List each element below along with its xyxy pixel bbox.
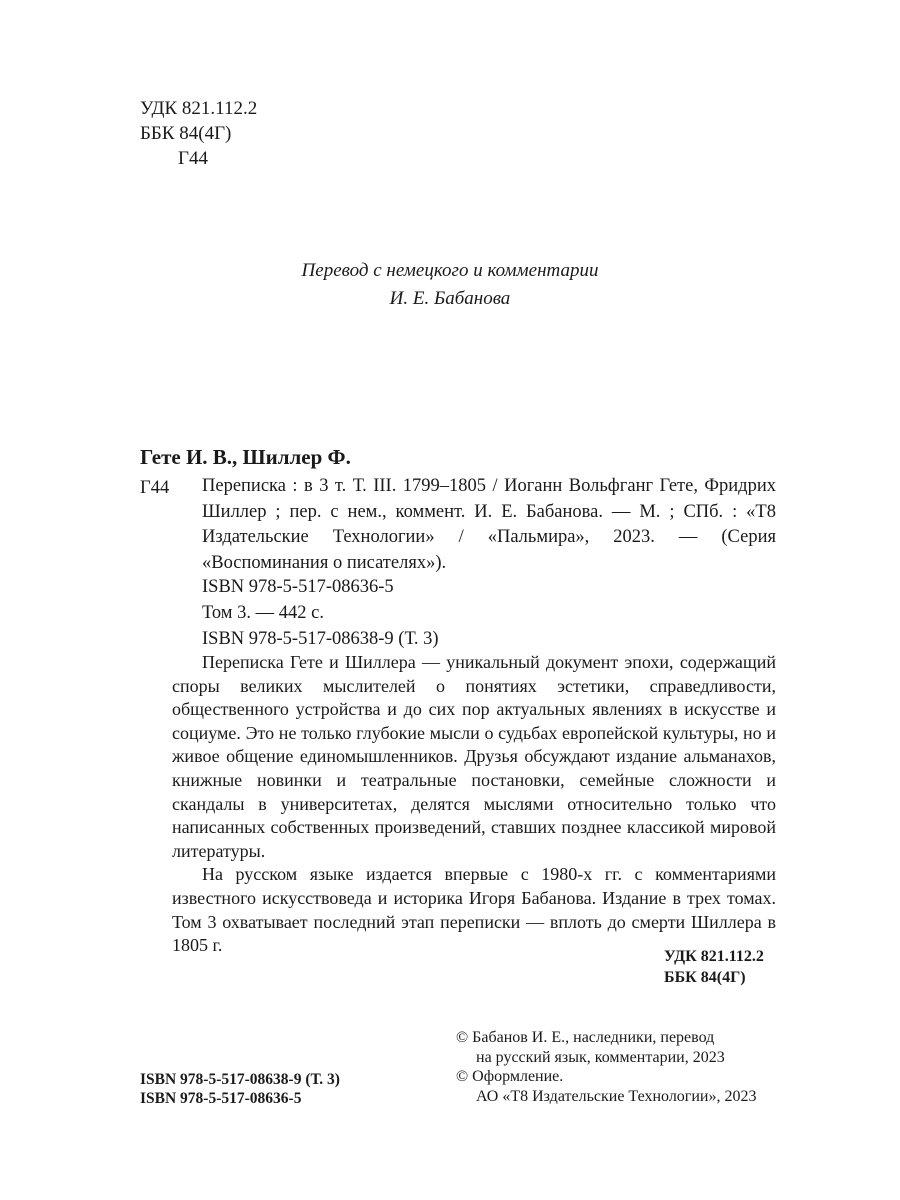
isbn-block: [202, 574, 439, 652]
copyright-line-2: на русский язык, комментарии, 2023: [476, 1048, 725, 1066]
isbn-series: ISBN 978-5-517-08636-5: [202, 577, 394, 597]
bottom-bbk-code: ББК 84(4Г): [664, 969, 746, 986]
abstract: [172, 651, 776, 958]
udk-code: УДК 821.112.2: [140, 98, 258, 119]
abstract-paragraph-2: На русском языке издается впервые с 1980-х гг. с комментариями известного искусствоведа и историка Игоря Бабанова. Издание в трех томах. Том 3 охватывает последний этап переписки — вплоть до смерти Шиллера в 1805 г.: [172, 864, 776, 956]
isbn-volume: ISBN 978-5-517-08638-9 (Т. 3): [202, 629, 439, 649]
copyright-line-4: АО «Т8 Издательские Технологии», 2023: [476, 1087, 757, 1105]
author-mark: Г44: [178, 148, 208, 169]
author-heading: Гете И. В., Шиллер Ф.: [140, 445, 351, 469]
translator-line-1: Перевод с немецкого и комментарии: [301, 260, 599, 281]
bottom-classification-codes: [664, 946, 764, 988]
entry-author-mark: Г44: [140, 478, 170, 498]
copyright-line-1: © Бабанов И. Е., наследники, перевод: [456, 1029, 715, 1046]
bottom-udk-code: УДК 821.112.2: [664, 948, 764, 965]
copyright-line-3: © Оформление.: [456, 1068, 564, 1085]
bottom-isbn-block: [140, 1070, 340, 1108]
bottom-isbn-volume: ISBN 978-5-517-08638-9 (Т. 3): [140, 1071, 340, 1088]
copyright-notice: [456, 1028, 757, 1106]
abstract-paragraph-1: Переписка Гете и Шиллера — уникальный документ эпохи, содержащий споры великих мыслителей о понятиях эстетики, справедливости, общественного устройства и до сих пор актуальных явлениях в искусстве и социуме. Это не только глубокие мысли о судьбах европейской культуры, но и живое общение единомышленников. Друзья обсуждают издание альманахов, книжные новинки и театральные постановки, семейные сложности и скандалы в университетах, делятся мыслями относительно только что написанных собственных произведений, ставших позднее классикой мировой литературы.: [172, 652, 776, 861]
bbk-code: ББК 84(4Г): [140, 123, 232, 144]
classification-codes: [140, 96, 257, 171]
translator-credit: [140, 257, 760, 313]
translator-line-2: И. Е. Бабанова: [389, 288, 511, 309]
volume-pages: Том 3. — 442 с.: [202, 603, 324, 623]
bibliographic-description: Переписка : в 3 т. Т. III. 1799–1805 / Иоганн Вольфганг Гете, Фридрих Шиллер ; пер. с нем., коммент. И. Е. Бабанова. — М. ; СПб. : «Т8 Издательские Технологии» / «Пальмира», 2023. — (Серия «Воспоминания о писателях»).: [202, 476, 776, 573]
bottom-isbn-series: ISBN 978-5-517-08636-5: [140, 1090, 302, 1107]
